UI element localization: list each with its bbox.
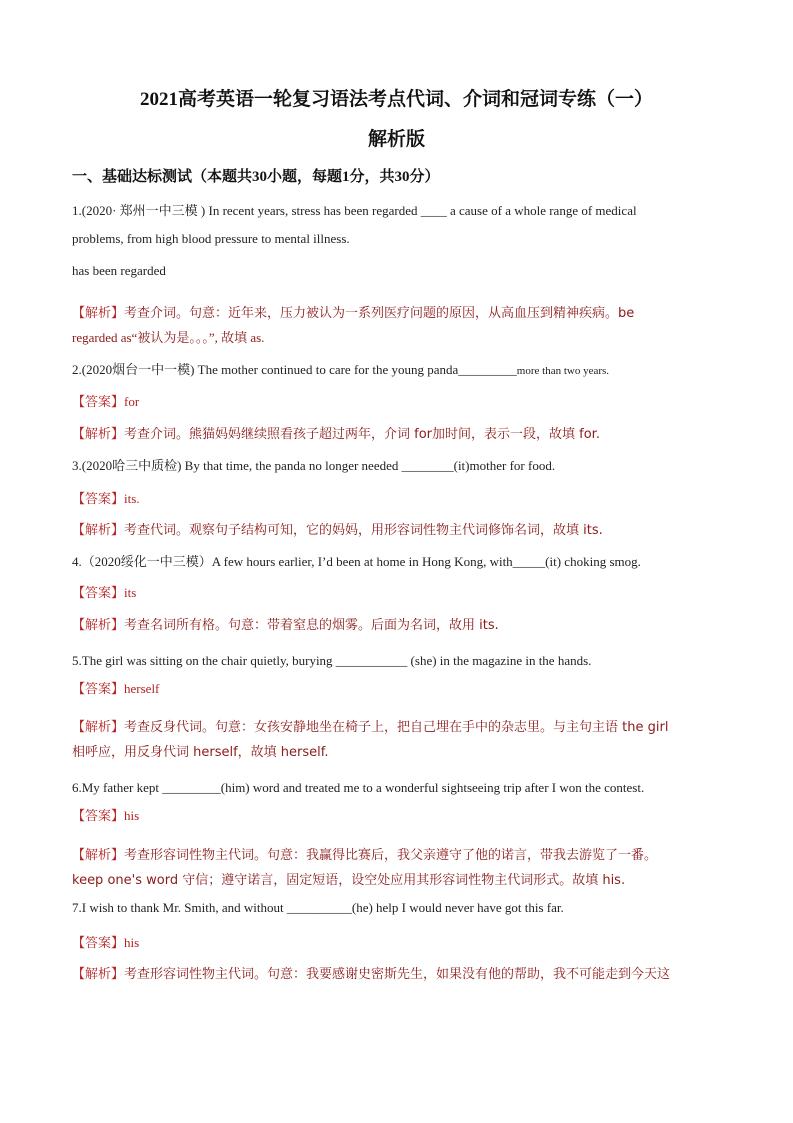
question-7-analysis (72, 963, 670, 982)
answer-text: for (124, 394, 140, 409)
question-1-analysis (72, 302, 634, 321)
analysis-label: 【解析】 (72, 427, 125, 442)
question-1-answer: has been regarded (72, 263, 166, 278)
question-4-analysis (72, 614, 499, 633)
question-5-analysis-cont: 相呼应，用反身代词 herself，故填 herself. (72, 745, 329, 760)
analysis-text: 考查代词。观察句子结构可知，它的妈妈，用形容词性物主代词修饰名词，故填 its. (124, 523, 603, 538)
document-subtitle: 解析版 (367, 129, 425, 150)
analysis-text: 考查名词所有格。句意：带着窒息的烟雾。后面为名词，故用 its. (124, 618, 499, 633)
analysis-label: 【解析】 (72, 306, 125, 321)
question-5-answer (72, 678, 159, 697)
question-7-answer (72, 932, 139, 951)
question-3-stem: 3.(2020哈三中质检) By that time, the panda no longer needed ________(it)mother for food. (72, 458, 556, 473)
analysis-text: 考查形容词性物主代词。句意：我要感谢史密斯先生，如果没有他的帮助，我不可能走到今天这 (124, 967, 671, 982)
question-1-analysis-cont: regarded as“被认为是。。。”, 故填 as. (72, 330, 265, 345)
question-4-stem: 4.（2020绥化一中三模）A few hours earlier, I’d been at home in Hong Kong, with_____(it) choking smog. (72, 554, 641, 569)
question-5-analysis (72, 716, 668, 735)
analysis-label: 【解析】 (72, 848, 125, 863)
answer-text: herself (124, 681, 160, 696)
answer-text: his (124, 808, 140, 823)
answer-text: its. (124, 491, 140, 506)
question-6-analysis (72, 844, 657, 863)
question-2-analysis (72, 423, 600, 442)
question-1-line-1: 1.(2020· 郑州一中三模 ) In recent years, stress has been regarded ____ a cause of a whole range of medical (72, 203, 637, 218)
question-3-analysis (72, 519, 603, 538)
analysis-label: 【解析】 (72, 720, 125, 735)
answer-label: 【答案】 (72, 936, 125, 951)
question-6-answer (72, 805, 139, 824)
answer-text: its (124, 585, 137, 600)
question-2-answer (72, 391, 139, 410)
question-6-stem: 6.My father kept _________(him) word and treated me to a wonderful sightseeing trip after I won the contest. (72, 780, 645, 795)
answer-label: 【答案】 (72, 682, 125, 697)
analysis-label: 【解析】 (72, 967, 125, 982)
question-5-stem: 5.The girl was sitting on the chair quietly, burying ___________ (she) in the magazine in the hands. (72, 653, 592, 668)
question-2-text: 2.(2020烟台一中一模) The mother continued to care for the young panda_________ (72, 362, 517, 377)
question-4-answer (72, 582, 136, 601)
document-title: 2021高考英语一轮复习语法考点代词、介词和冠词专练（一） (139, 89, 653, 110)
section-heading: 一、基础达标测试（本题共30小题，每题1分，共30分） (72, 169, 440, 185)
analysis-text: 考查形容词性物主代词。句意：我赢得比赛后，我父亲遵守了他的诺言，带我去游览了一番。 (124, 848, 658, 863)
answer-label: 【答案】 (72, 586, 125, 601)
analysis-text: 考查反身代词。句意：女孩安静地坐在椅子上，把自己埋在手中的杂志里。与主句主语 the girl (124, 720, 669, 735)
question-7-stem: 7.I wish to thank Mr. Smith, and without __________(he) help I would never have got this far. (72, 900, 564, 915)
question-3-answer (72, 488, 140, 507)
analysis-text: 考查介词。熊猫妈妈继续照看孩子超过两年，介词 for加时间，表示一段，故填 for. (124, 427, 600, 442)
question-6-analysis-cont: keep one's word 守信；遵守诺言，固定短语，设空处应用其形容词性物主代词形式。故填 his. (72, 873, 626, 888)
answer-label: 【答案】 (72, 809, 125, 824)
question-2-text-tail: more than two years. (516, 365, 610, 377)
analysis-text: 考查介词。句意：近年来，压力被认为一系列医疗问题的原因，从高血压到精神疾病。be (124, 306, 635, 321)
analysis-label: 【解析】 (72, 618, 125, 633)
analysis-label: 【解析】 (72, 523, 125, 538)
answer-label: 【答案】 (72, 395, 125, 410)
answer-label: 【答案】 (72, 492, 125, 507)
question-2-stem (72, 359, 609, 378)
question-1-line-2: problems, from high blood pressure to mental illness. (72, 231, 350, 246)
answer-text: his (124, 935, 140, 950)
